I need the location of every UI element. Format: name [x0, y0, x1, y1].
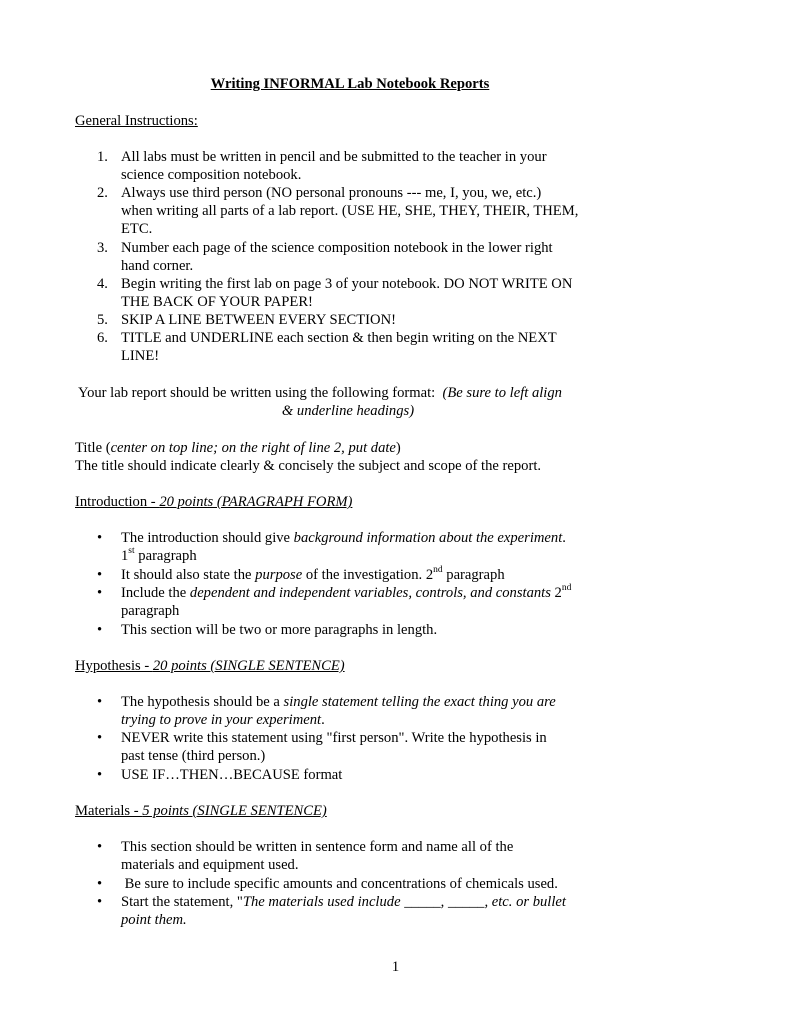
- list-item: [121, 893, 566, 911]
- item-text: SKIP A LINE BETWEEN EVERY SECTION!: [121, 312, 396, 328]
- introduction-label: Introduction -: [75, 494, 160, 510]
- materials-heading: [75, 802, 327, 820]
- list-item: [121, 529, 566, 547]
- bullet-icon: •: [97, 622, 103, 638]
- emphasis: single statement telling the exact thing you are: [283, 694, 556, 710]
- hypothesis-heading: [75, 657, 345, 675]
- list-item-continuation: past tense (third person.): [121, 748, 266, 764]
- bullet-icon: •: [97, 876, 103, 892]
- list-item: [121, 566, 505, 584]
- bullet-icon: •: [97, 694, 103, 710]
- list-item: [121, 584, 571, 602]
- list-item-continuation: paragraph: [121, 603, 180, 619]
- superscript: nd: [433, 565, 443, 576]
- item-number: 5.: [97, 312, 108, 328]
- emphasis: purpose: [255, 567, 303, 583]
- list-item: Be sure to include specific amounts and concentrations of chemicals used.: [121, 876, 558, 892]
- title-section-heading: [75, 439, 401, 457]
- emphasis: The materials used include _____, _____, etc. or bullet: [242, 894, 566, 910]
- format-note-line1: [78, 384, 562, 402]
- general-instructions-heading: General Instructions:: [75, 113, 198, 129]
- list-item: This section should be written in sentence form and name all of the: [121, 839, 514, 855]
- format-note-line2: & underline headings): [281, 403, 415, 419]
- text: paragraph: [442, 567, 505, 583]
- hypothesis-label: Hypothesis -: [75, 658, 153, 674]
- item-text: LINE!: [121, 348, 160, 364]
- item-text: THE BACK OF YOUR PAPER!: [121, 294, 313, 310]
- emphasis: trying to prove in your experiment: [121, 712, 322, 728]
- superscript: st: [128, 546, 135, 557]
- list-item: This section will be two or more paragraphs in length.: [121, 622, 438, 638]
- list-item-continuation: [121, 711, 325, 729]
- item-text: TITLE and UNDERLINE each section & then begin writing on the NEXT: [121, 330, 557, 346]
- item-number: 4.: [97, 276, 108, 292]
- bullet-icon: •: [97, 530, 103, 546]
- list-item-continuation: materials and equipment used.: [121, 857, 299, 873]
- text: 2: [550, 585, 562, 601]
- text: It should also state the: [121, 567, 256, 583]
- format-note-text: Your lab report should be written using the following format:: [78, 385, 436, 401]
- list-item: [121, 693, 556, 711]
- item-number: 6.: [97, 330, 108, 346]
- item-text: ETC.: [121, 221, 153, 237]
- list-item-continuation: point them.: [121, 912, 187, 928]
- bullet-icon: •: [97, 839, 103, 855]
- emphasis: background information about the experiment: [293, 530, 563, 546]
- text: Include the: [121, 585, 190, 601]
- item-text: Always use third person (NO personal pronouns --- me, I, you, we, etc.): [121, 185, 542, 201]
- item-text: All labs must be written in pencil and be submitted to the teacher in your: [121, 149, 547, 165]
- page-number: 1: [391, 959, 400, 975]
- title-label: Title (: [75, 440, 111, 456]
- text: .: [562, 530, 566, 546]
- text: paragraph: [134, 548, 197, 564]
- text: Start the statement, ": [121, 894, 243, 910]
- item-text: Begin writing the first lab on page 3 of your notebook. DO NOT WRITE ON: [121, 276, 573, 292]
- document-title: Writing INFORMAL Lab Notebook Reports: [210, 76, 490, 92]
- item-text: when writing all parts of a lab report. (USE HE, SHE, THEY, THEIR, THEM,: [121, 203, 579, 219]
- item-text: Number each page of the science composition notebook in the lower right: [121, 240, 553, 256]
- materials-points: 5 points (SINGLE SENTENCE): [142, 803, 327, 819]
- bullet-icon: •: [97, 730, 103, 746]
- item-number: 1.: [97, 149, 108, 165]
- emphasis: dependent and independent variables, controls, and constants: [189, 585, 551, 601]
- introduction-heading: [75, 493, 352, 511]
- bullet-icon: •: [97, 767, 103, 783]
- list-item: NEVER write this statement using "first person". Write the hypothesis in: [121, 730, 547, 746]
- bullet-icon: •: [97, 585, 103, 601]
- text: 1: [121, 548, 129, 564]
- materials-label: Materials -: [75, 803, 143, 819]
- list-item: USE IF…THEN…BECAUSE format: [121, 767, 343, 783]
- item-number: 3.: [97, 240, 108, 256]
- text: The hypothesis should be a: [121, 694, 284, 710]
- item-text: science composition notebook.: [121, 167, 302, 183]
- title-section-body: The title should indicate clearly & concisely the subject and scope of the report.: [75, 458, 542, 474]
- text: .: [321, 712, 325, 728]
- list-item-continuation: [121, 547, 197, 565]
- text: of the investigation. 2: [302, 567, 434, 583]
- item-text: hand corner.: [121, 258, 194, 274]
- title-instruction: center on top line; on the right of line 2, put date: [110, 440, 396, 456]
- item-number: 2.: [97, 185, 108, 201]
- title-close: ): [395, 440, 401, 456]
- format-note-italic: (Be sure to left align: [442, 385, 562, 401]
- hypothesis-points: 20 points (SINGLE SENTENCE): [152, 658, 345, 674]
- bullet-icon: •: [97, 894, 103, 910]
- introduction-points: 20 points (PARAGRAPH FORM): [159, 494, 353, 510]
- bullet-icon: •: [97, 567, 103, 583]
- text: The introduction should give: [121, 530, 294, 546]
- superscript: nd: [561, 583, 572, 594]
